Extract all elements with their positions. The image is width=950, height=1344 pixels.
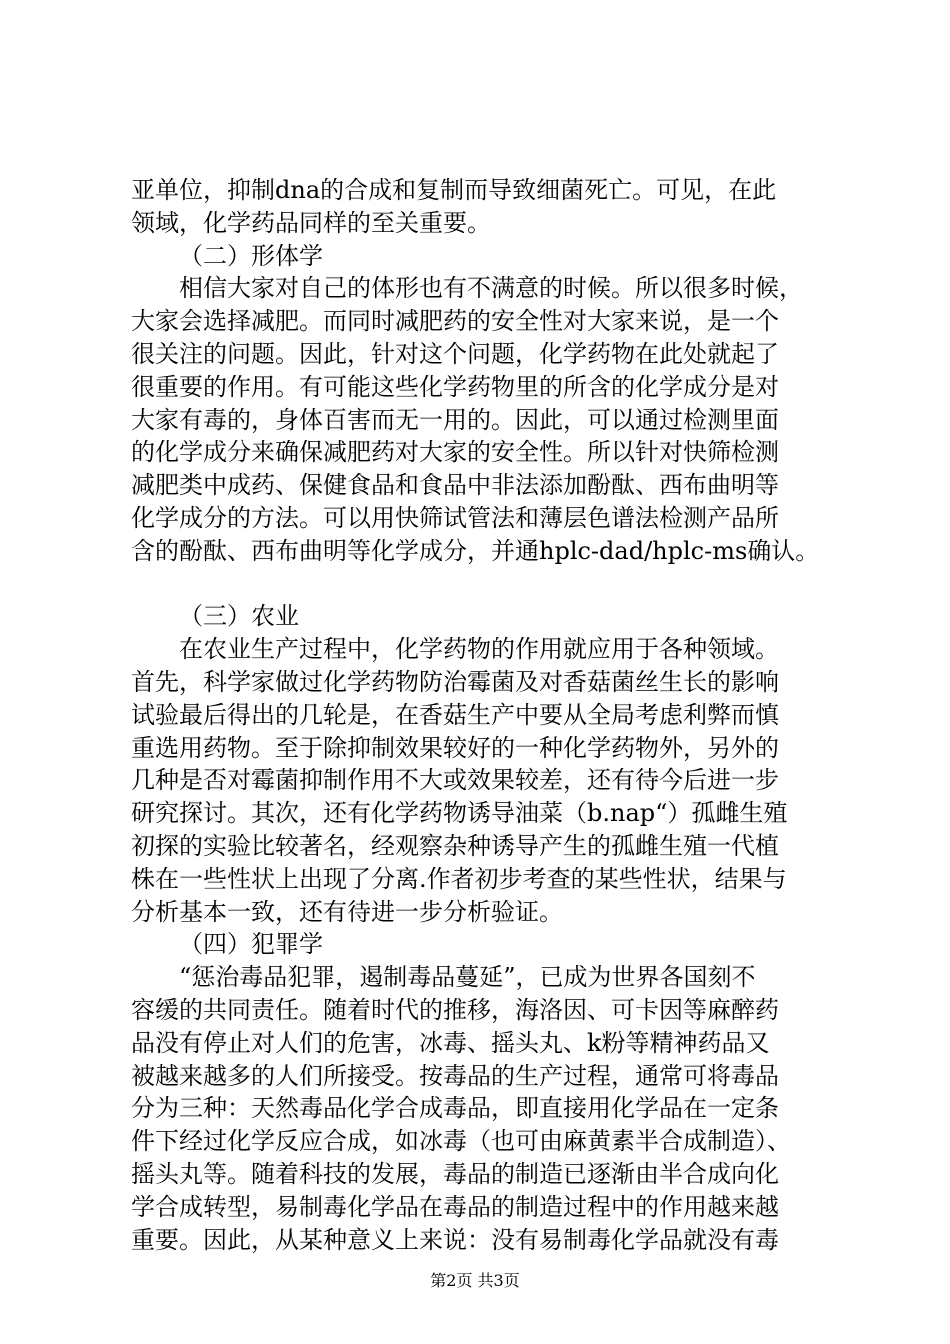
- text-line: “惩治毒品犯罪，遏制毒品蔓延”，已成为世界各国刻不: [179, 963, 756, 992]
- text-line: 容缓的共同责任。随着时代的推移，海洛因、可卡因等麻醉药: [131, 995, 779, 1024]
- text-line: 的化学成分来确保减肥药对大家的安全性。所以针对快筛检测: [131, 438, 779, 467]
- text-line: 减肥类中成药、保健食品和食品中非法添加酚酞、西布曲明等: [131, 471, 779, 500]
- text-line: 试验最后得出的几轮是，在香菇生产中要从全局考虑利弊而慎: [131, 700, 779, 729]
- text-line: 分为三种：天然毒品化学合成毒品，即直接用化学品在一定条: [131, 1094, 779, 1123]
- text-line: 分析基本一致，还有待进一步分析验证。: [131, 897, 563, 926]
- section-heading: （二）形体学: [179, 241, 323, 270]
- page-number-footer: 第2页 共3页: [430, 1271, 520, 1290]
- text-line: 初探的实验比较著名，经观察杂种诱导产生的孤雌生殖一代植: [131, 831, 779, 860]
- text-line: 研究探讨。其次，还有化学药物诱导油菜（b.nap“）孤雌生殖: [131, 799, 788, 828]
- text-line: 摇头丸等。随着科技的发展，毒品的制造已逐渐由半合成向化: [131, 1159, 779, 1188]
- document-body: [131, 174, 831, 1256]
- text-line: 大家会选择减肥。而同时减肥药的安全性对大家来说，是一个: [131, 307, 779, 336]
- text-line: 被越来越多的人们所接受。按毒品的生产过程，通常可将毒品: [131, 1061, 779, 1090]
- text-line: 重要。因此，从某种意义上来说：没有易制毒化学品就没有毒: [131, 1225, 779, 1254]
- text-line: 株在一些性状上出现了分离.作者初步考查的某些性状，结果与: [131, 864, 787, 893]
- blank-line: [131, 568, 831, 601]
- text-line: 很重要的作用。有可能这些化学药物里的所含的化学成分是对: [131, 372, 779, 401]
- text-line: 相信大家对自己的体形也有不满意的时候。所以很多时候，: [179, 274, 803, 303]
- text-line: 含的酚酞、西布曲明等化学成分，并通hplc-dad/hplc-ms确认。: [131, 536, 820, 565]
- text-line: 学合成转型，易制毒化学品在毒品的制造过程中的作用越来越: [131, 1192, 779, 1221]
- text-line: 大家有毒的，身体百害而无一用的。因此，可以通过检测里面: [131, 405, 779, 434]
- text-line: 首先，科学家做过化学药物防治霉菌及对香菇菌丝生长的影响: [131, 667, 779, 696]
- section-heading: （三）农业: [179, 602, 299, 631]
- text-line: 几种是否对霉菌抑制作用不大或效果较差，还有待今后进一步: [131, 766, 779, 795]
- section-heading: （四）犯罪学: [179, 930, 323, 959]
- text-line: 品没有停止对人们的危害，冰毒、摇头丸、k粉等精神药品又: [131, 1028, 770, 1057]
- text-line: 重选用药物。至于除抑制效果较好的一种化学药物外，另外的: [131, 733, 779, 762]
- text-line: 在农业生产过程中，化学药物的作用就应用于各种领域。: [179, 635, 779, 664]
- text-line: 亚单位，抑制dna的合成和复制而导致细菌死亡。可见，在此: [131, 176, 777, 204]
- text-line: 领域，化学药品同样的至关重要。: [131, 208, 491, 237]
- text-line: 很关注的问题。因此，针对这个问题，化学药物在此处就起了: [131, 339, 779, 368]
- text-line: 件下经过化学反应合成，如冰毒（也可由麻黄素半合成制造）、: [131, 1127, 791, 1156]
- text-line: 化学成分的方法。可以用快筛试管法和薄层色谱法检测产品所: [131, 503, 779, 532]
